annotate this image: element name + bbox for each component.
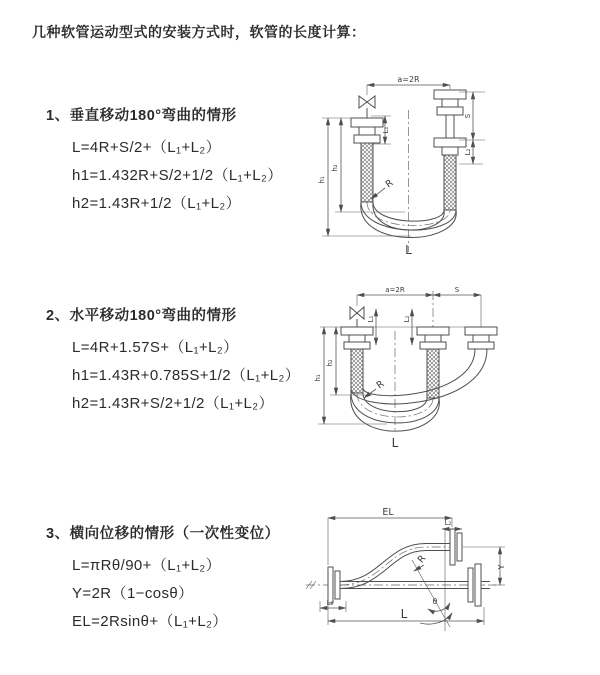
formula-line: L=4R+1.57S+（L₁+L₂） bbox=[72, 339, 239, 356]
section-1-heading: 1、垂直移动180°弯曲的情形 bbox=[46, 108, 237, 124]
formula-line: h1=1.43R+0.785S+1/2（L₁+L₂） bbox=[72, 367, 301, 384]
d2-hose-arcs-position1 bbox=[351, 393, 440, 431]
section-2-formulas bbox=[72, 334, 300, 418]
d3-angle-theta bbox=[412, 530, 452, 631]
d1-length-label: L bbox=[405, 243, 412, 257]
formula-line: EL=2Rsinθ+（L₁+L₂） bbox=[72, 613, 228, 630]
section-2-heading: 2、水平移动180°弯曲的情形 bbox=[46, 308, 237, 324]
d2-dimension-a2r bbox=[357, 286, 433, 306]
d3-upper-flange bbox=[450, 529, 462, 565]
section-vertical-movement bbox=[46, 106, 283, 218]
d3-angle-label: θ bbox=[432, 597, 438, 606]
d2-valve-icon bbox=[350, 307, 364, 327]
formula-line: L=4R+S/2+（L₁+L₂） bbox=[72, 139, 222, 156]
d2-dim-a-label: a=2R bbox=[385, 286, 405, 294]
d1-radius-label: R bbox=[383, 177, 396, 191]
d1-right-hose-end bbox=[434, 90, 466, 210]
d1-dim-s-label: S bbox=[464, 113, 472, 119]
formula-line: h2=1.43R+1/2（L₁+L₂） bbox=[72, 195, 242, 212]
d2-dimension-s bbox=[433, 286, 481, 327]
d1-dim-h1-label: h₁ bbox=[318, 176, 326, 184]
d3-dim-y-label: Y bbox=[497, 564, 506, 570]
formula-line: h2=1.43R+S/2+1/2（L₁+L₂） bbox=[72, 395, 274, 412]
formula-line: L=πRθ/90+（L₁+L₂） bbox=[72, 557, 221, 574]
d2-dim-l1-label: L₁ bbox=[367, 315, 375, 323]
section-lateral-displacement bbox=[46, 524, 280, 636]
d1-valve-icon bbox=[359, 96, 375, 118]
d2-dim-h2-label: h₂ bbox=[326, 359, 334, 367]
d2-dim-l2-label: L₂ bbox=[403, 315, 411, 323]
d1-left-hose-end bbox=[351, 118, 383, 202]
section-horizontal-movement bbox=[46, 306, 300, 418]
page-title: 几种软管运动型式的安装方式时，软管的长度计算： bbox=[32, 24, 366, 40]
d3-radius-leader bbox=[414, 553, 429, 571]
d1-dim-h2-label: h₂ bbox=[331, 164, 339, 172]
d3-length-label: L bbox=[400, 607, 408, 621]
formula-line: Y=2R（1−cosθ） bbox=[72, 585, 194, 602]
diagram-horizontal-u-bend bbox=[312, 283, 594, 463]
d1-radius-leader bbox=[371, 177, 396, 199]
d2-middle-hose-end bbox=[417, 327, 449, 398]
d1-dimension-s bbox=[459, 92, 485, 164]
d3-dimension-l bbox=[328, 605, 484, 625]
d3-radius-label: R bbox=[415, 553, 429, 566]
diagram-vertical-u-bend bbox=[313, 72, 589, 263]
d2-length-label: L bbox=[391, 436, 399, 450]
d2-right-hose-end bbox=[465, 327, 497, 349]
section-1-formulas bbox=[72, 134, 283, 218]
section-3-heading: 3、横向位移的情形（一次性变位） bbox=[46, 526, 280, 542]
d3-dimension-el bbox=[328, 507, 452, 565]
d1-dim-l1-label: L₁ bbox=[382, 126, 390, 134]
diagram-lateral-displacement bbox=[300, 505, 600, 660]
d1-dim-l2-label: L₂ bbox=[464, 148, 472, 156]
d3-dim-l2-label: L₂ bbox=[444, 519, 452, 527]
d3-dim-l1-label: L₁ bbox=[326, 599, 334, 607]
d3-left-flange bbox=[328, 567, 340, 603]
d2-dim-h1-label: h₁ bbox=[314, 374, 322, 382]
d3-dimension-l1 bbox=[320, 599, 346, 612]
formula-line: h1=1.432R+S/2+1/2（L₁+L₂） bbox=[72, 167, 283, 184]
d2-hose-arcs-position2 bbox=[351, 349, 487, 404]
d2-left-hose-end bbox=[341, 327, 373, 393]
d2-radius-label: R bbox=[374, 378, 387, 392]
d3-dim-el-label: EL bbox=[382, 507, 394, 518]
d1-dim-a-label: a=2R bbox=[397, 75, 420, 84]
d2-dim-s-label: S bbox=[454, 286, 460, 294]
section-3-formulas bbox=[72, 552, 280, 636]
